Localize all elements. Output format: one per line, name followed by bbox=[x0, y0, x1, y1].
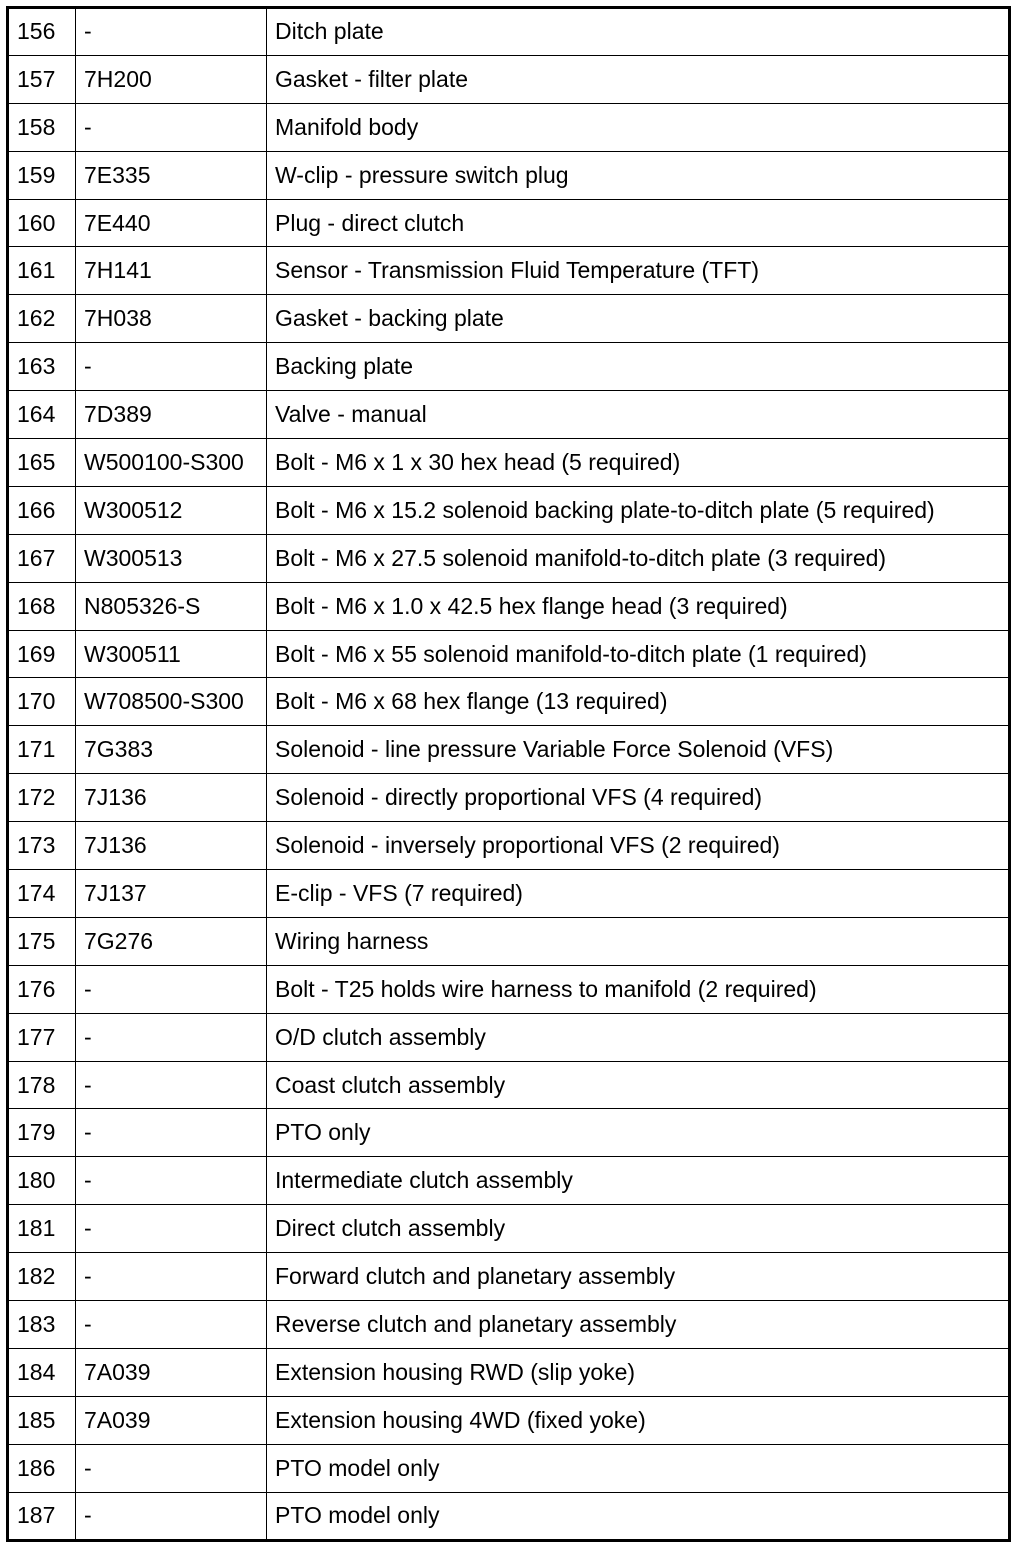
table-row bbox=[8, 965, 1010, 1013]
table-row bbox=[8, 1253, 1010, 1301]
ref-number-cell: 171 bbox=[8, 726, 76, 774]
description-cell: Backing plate bbox=[267, 343, 1010, 391]
ref-number-cell: 183 bbox=[8, 1301, 76, 1349]
table-row bbox=[8, 1157, 1010, 1205]
description-cell: Solenoid - inversely proportional VFS (2 required) bbox=[267, 822, 1010, 870]
description-cell: Bolt - M6 x 55 solenoid manifold-to-ditch plate (1 required) bbox=[267, 630, 1010, 678]
ref-number-cell: 186 bbox=[8, 1444, 76, 1492]
description-cell: W-clip - pressure switch plug bbox=[267, 151, 1010, 199]
description-cell: Bolt - M6 x 1.0 x 42.5 hex flange head (3 required) bbox=[267, 582, 1010, 630]
table-row bbox=[8, 1492, 1010, 1540]
description-cell: Wiring harness bbox=[267, 917, 1010, 965]
description-cell: Gasket - backing plate bbox=[267, 295, 1010, 343]
description-cell: O/D clutch assembly bbox=[267, 1013, 1010, 1061]
table-row bbox=[8, 199, 1010, 247]
ref-number-cell: 163 bbox=[8, 343, 76, 391]
part-number-cell: W300511 bbox=[76, 630, 267, 678]
part-number-cell: - bbox=[76, 1492, 267, 1540]
part-number-cell: 7G383 bbox=[76, 726, 267, 774]
part-number-cell: - bbox=[76, 343, 267, 391]
ref-number-cell: 170 bbox=[8, 678, 76, 726]
table-row bbox=[8, 486, 1010, 534]
parts-table-body bbox=[8, 8, 1010, 1541]
part-number-cell: 7H200 bbox=[76, 55, 267, 103]
table-row bbox=[8, 103, 1010, 151]
part-number-cell: - bbox=[76, 1205, 267, 1253]
table-row bbox=[8, 774, 1010, 822]
ref-number-cell: 158 bbox=[8, 103, 76, 151]
table-row bbox=[8, 917, 1010, 965]
description-cell: Plug - direct clutch bbox=[267, 199, 1010, 247]
table-row bbox=[8, 295, 1010, 343]
table-row bbox=[8, 343, 1010, 391]
part-number-cell: - bbox=[76, 8, 267, 56]
ref-number-cell: 184 bbox=[8, 1348, 76, 1396]
description-cell: E-clip - VFS (7 required) bbox=[267, 870, 1010, 918]
part-number-cell: 7A039 bbox=[76, 1348, 267, 1396]
description-cell: Intermediate clutch assembly bbox=[267, 1157, 1010, 1205]
ref-number-cell: 167 bbox=[8, 534, 76, 582]
ref-number-cell: 172 bbox=[8, 774, 76, 822]
part-number-cell: 7E440 bbox=[76, 199, 267, 247]
description-cell: Coast clutch assembly bbox=[267, 1061, 1010, 1109]
table-row bbox=[8, 8, 1010, 56]
ref-number-cell: 187 bbox=[8, 1492, 76, 1540]
part-number-cell: W300513 bbox=[76, 534, 267, 582]
part-number-cell: W708500-S300 bbox=[76, 678, 267, 726]
ref-number-cell: 181 bbox=[8, 1205, 76, 1253]
ref-number-cell: 166 bbox=[8, 486, 76, 534]
table-row bbox=[8, 1301, 1010, 1349]
part-number-cell: 7J136 bbox=[76, 822, 267, 870]
part-number-cell: - bbox=[76, 965, 267, 1013]
description-cell: Direct clutch assembly bbox=[267, 1205, 1010, 1253]
part-number-cell: - bbox=[76, 1157, 267, 1205]
table-row bbox=[8, 1109, 1010, 1157]
description-cell: PTO model only bbox=[267, 1444, 1010, 1492]
part-number-cell: 7G276 bbox=[76, 917, 267, 965]
ref-number-cell: 162 bbox=[8, 295, 76, 343]
table-row bbox=[8, 247, 1010, 295]
ref-number-cell: 160 bbox=[8, 199, 76, 247]
description-cell: Valve - manual bbox=[267, 391, 1010, 439]
part-number-cell: 7A039 bbox=[76, 1396, 267, 1444]
table-row bbox=[8, 1348, 1010, 1396]
table-row bbox=[8, 1205, 1010, 1253]
table-row bbox=[8, 391, 1010, 439]
ref-number-cell: 156 bbox=[8, 8, 76, 56]
table-row bbox=[8, 151, 1010, 199]
description-cell: Manifold body bbox=[267, 103, 1010, 151]
description-cell: Bolt - M6 x 27.5 solenoid manifold-to-ditch plate (3 required) bbox=[267, 534, 1010, 582]
parts-table bbox=[6, 6, 1011, 1542]
description-cell: Bolt - M6 x 15.2 solenoid backing plate-to-ditch plate (5 required) bbox=[267, 486, 1010, 534]
table-row bbox=[8, 630, 1010, 678]
ref-number-cell: 168 bbox=[8, 582, 76, 630]
ref-number-cell: 178 bbox=[8, 1061, 76, 1109]
part-number-cell: W300512 bbox=[76, 486, 267, 534]
ref-number-cell: 179 bbox=[8, 1109, 76, 1157]
ref-number-cell: 175 bbox=[8, 917, 76, 965]
table-row bbox=[8, 870, 1010, 918]
table-row bbox=[8, 55, 1010, 103]
part-number-cell: - bbox=[76, 1109, 267, 1157]
part-number-cell: N805326-S bbox=[76, 582, 267, 630]
table-row bbox=[8, 1444, 1010, 1492]
description-cell: PTO model only bbox=[267, 1492, 1010, 1540]
ref-number-cell: 173 bbox=[8, 822, 76, 870]
table-row bbox=[8, 534, 1010, 582]
table-row bbox=[8, 1013, 1010, 1061]
part-number-cell: - bbox=[76, 1253, 267, 1301]
description-cell: Solenoid - line pressure Variable Force Solenoid (VFS) bbox=[267, 726, 1010, 774]
ref-number-cell: 176 bbox=[8, 965, 76, 1013]
ref-number-cell: 169 bbox=[8, 630, 76, 678]
part-number-cell: 7E335 bbox=[76, 151, 267, 199]
table-row bbox=[8, 1396, 1010, 1444]
table-row bbox=[8, 726, 1010, 774]
ref-number-cell: 174 bbox=[8, 870, 76, 918]
part-number-cell: - bbox=[76, 103, 267, 151]
part-number-cell: - bbox=[76, 1013, 267, 1061]
ref-number-cell: 185 bbox=[8, 1396, 76, 1444]
part-number-cell: 7H038 bbox=[76, 295, 267, 343]
description-cell: PTO only bbox=[267, 1109, 1010, 1157]
ref-number-cell: 180 bbox=[8, 1157, 76, 1205]
description-cell: Bolt - M6 x 68 hex flange (13 required) bbox=[267, 678, 1010, 726]
description-cell: Extension housing 4WD (fixed yoke) bbox=[267, 1396, 1010, 1444]
part-number-cell: - bbox=[76, 1061, 267, 1109]
table-row bbox=[8, 678, 1010, 726]
ref-number-cell: 159 bbox=[8, 151, 76, 199]
ref-number-cell: 161 bbox=[8, 247, 76, 295]
description-cell: Solenoid - directly proportional VFS (4 required) bbox=[267, 774, 1010, 822]
description-cell: Reverse clutch and planetary assembly bbox=[267, 1301, 1010, 1349]
ref-number-cell: 165 bbox=[8, 439, 76, 487]
ref-number-cell: 164 bbox=[8, 391, 76, 439]
description-cell: Ditch plate bbox=[267, 8, 1010, 56]
part-number-cell: - bbox=[76, 1444, 267, 1492]
part-number-cell: 7H141 bbox=[76, 247, 267, 295]
table-row bbox=[8, 439, 1010, 487]
ref-number-cell: 177 bbox=[8, 1013, 76, 1061]
table-row bbox=[8, 582, 1010, 630]
description-cell: Bolt - M6 x 1 x 30 hex head (5 required) bbox=[267, 439, 1010, 487]
description-cell: Gasket - filter plate bbox=[267, 55, 1010, 103]
description-cell: Bolt - T25 holds wire harness to manifold (2 required) bbox=[267, 965, 1010, 1013]
description-cell: Forward clutch and planetary assembly bbox=[267, 1253, 1010, 1301]
part-number-cell: 7D389 bbox=[76, 391, 267, 439]
ref-number-cell: 157 bbox=[8, 55, 76, 103]
description-cell: Sensor - Transmission Fluid Temperature (TFT) bbox=[267, 247, 1010, 295]
part-number-cell: 7J136 bbox=[76, 774, 267, 822]
ref-number-cell: 182 bbox=[8, 1253, 76, 1301]
part-number-cell: 7J137 bbox=[76, 870, 267, 918]
description-cell: Extension housing RWD (slip yoke) bbox=[267, 1348, 1010, 1396]
part-number-cell: W500100-S300 bbox=[76, 439, 267, 487]
part-number-cell: - bbox=[76, 1301, 267, 1349]
table-row bbox=[8, 822, 1010, 870]
table-row bbox=[8, 1061, 1010, 1109]
